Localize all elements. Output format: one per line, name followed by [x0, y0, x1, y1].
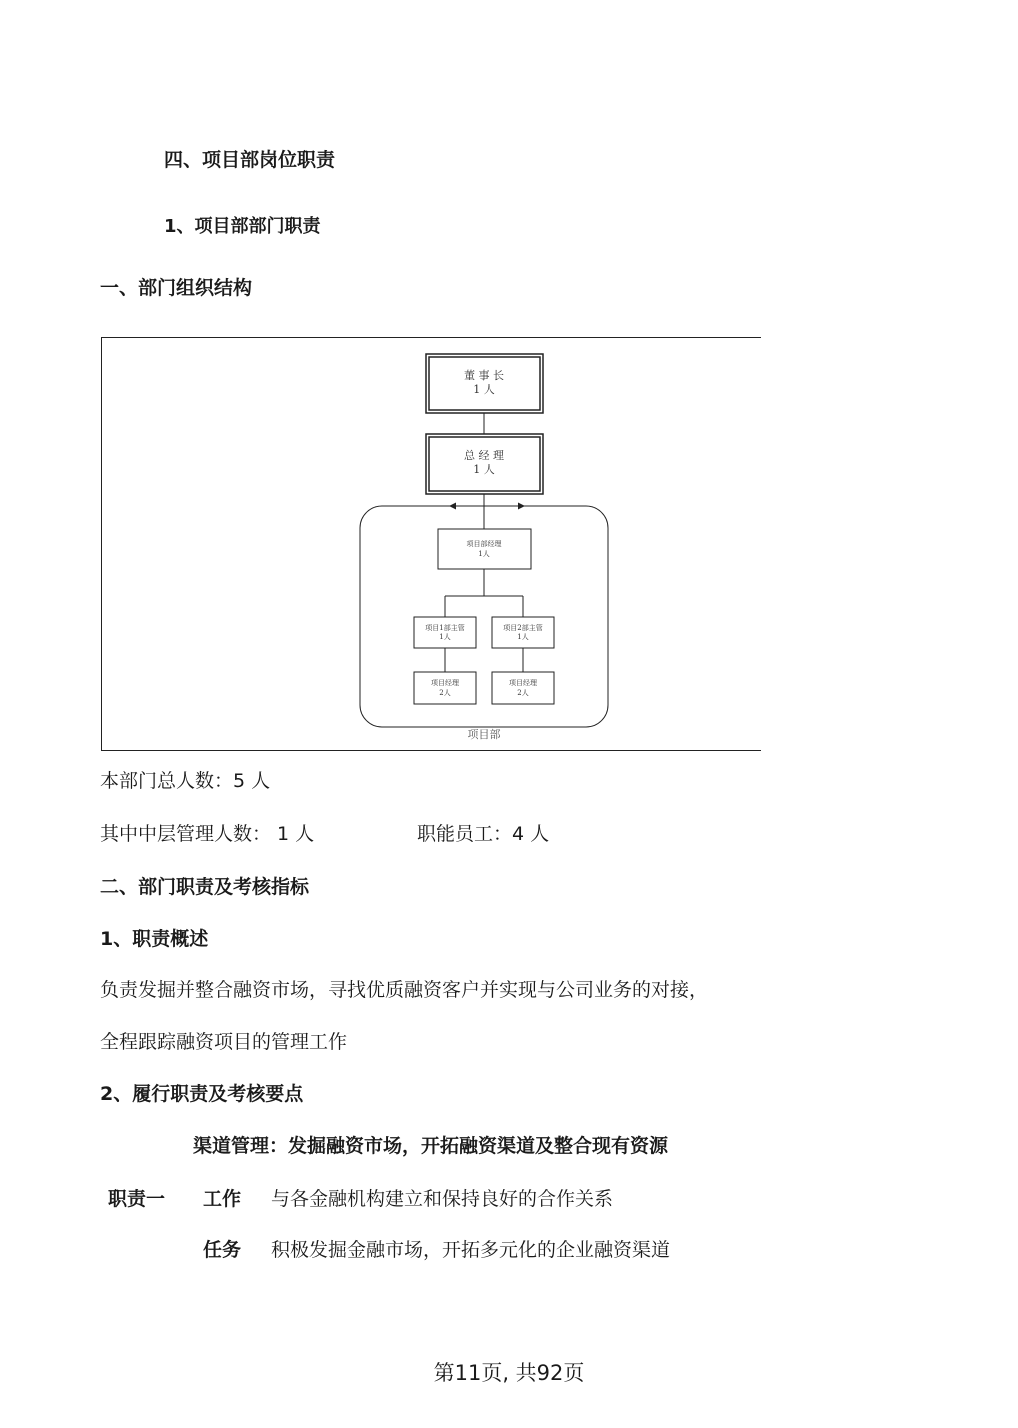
project-dept-label: 项目部 — [467, 728, 501, 741]
duty-table-heading: 渠道管理：发掘融资市场，开拓融资渠道及整合现有资源 — [193, 1135, 669, 1157]
supervisor-2-count: 1人 — [517, 633, 529, 641]
part-two-title: 二、部门职责及考核指标 — [100, 876, 310, 898]
part-one-title: 一、部门组织结构 — [100, 277, 253, 299]
chairman-box — [426, 354, 543, 413]
work-text: 与各金融机构建立和保持良好的合作关系 — [271, 1188, 614, 1210]
section-four-title: 四、项目部岗位职责 — [164, 149, 336, 171]
manager-2-count: 2人 — [517, 689, 529, 697]
supervisor-1-count: 1人 — [439, 633, 451, 641]
summary-line-2: 全程跟踪融资项目的管理工作 — [100, 1031, 348, 1053]
task-text: 积极发掘金融市场，开拓多元化的企业融资渠道 — [271, 1239, 671, 1261]
section-four-subtitle: 1、项目部部门职责 — [164, 216, 321, 237]
headcount-total: 本部门总人数：5 人 — [100, 770, 271, 792]
supervisor-2-title: 项目2部主管 — [503, 624, 543, 632]
manager-2-box — [492, 672, 554, 704]
headcount-middle-mgmt: 其中中层管理人数： 1 人 — [100, 823, 315, 845]
summary-line-1: 负责发掘并整合融资市场，寻找优质融资客户并实现与公司业务的对接， — [100, 979, 709, 1001]
manager-1-count: 2人 — [439, 689, 451, 697]
duty-label: 职责一 — [108, 1188, 166, 1210]
task-label: 任务 — [203, 1239, 242, 1261]
gm-count: 1 人 — [473, 463, 495, 476]
headcount-staff: 职能员工：4 人 — [417, 823, 550, 845]
duties-title: 2、履行职责及考核要点 — [100, 1083, 304, 1105]
manager-1-box — [414, 672, 476, 704]
manager-1-title: 项目经理 — [431, 679, 459, 687]
gm-box — [426, 434, 543, 494]
supervisor-1-box — [414, 617, 476, 648]
project-manager-count: 1人 — [478, 550, 490, 558]
supervisor-1-title: 项目1部主管 — [425, 624, 465, 632]
summary-title: 1、职责概述 — [100, 928, 209, 950]
work-label: 工作 — [203, 1188, 242, 1210]
project-manager-title: 项目部经理 — [466, 540, 502, 548]
project-manager-box — [438, 529, 531, 569]
chairman-title: 董 事 长 — [464, 369, 504, 382]
org-chart — [101, 337, 761, 751]
page-footer: 第11页, 共92页 — [433, 1361, 585, 1385]
supervisor-2-box — [492, 617, 554, 648]
chairman-count: 1 人 — [473, 383, 495, 396]
manager-2-title: 项目经理 — [509, 679, 537, 687]
gm-title: 总 经 理 — [464, 449, 504, 462]
